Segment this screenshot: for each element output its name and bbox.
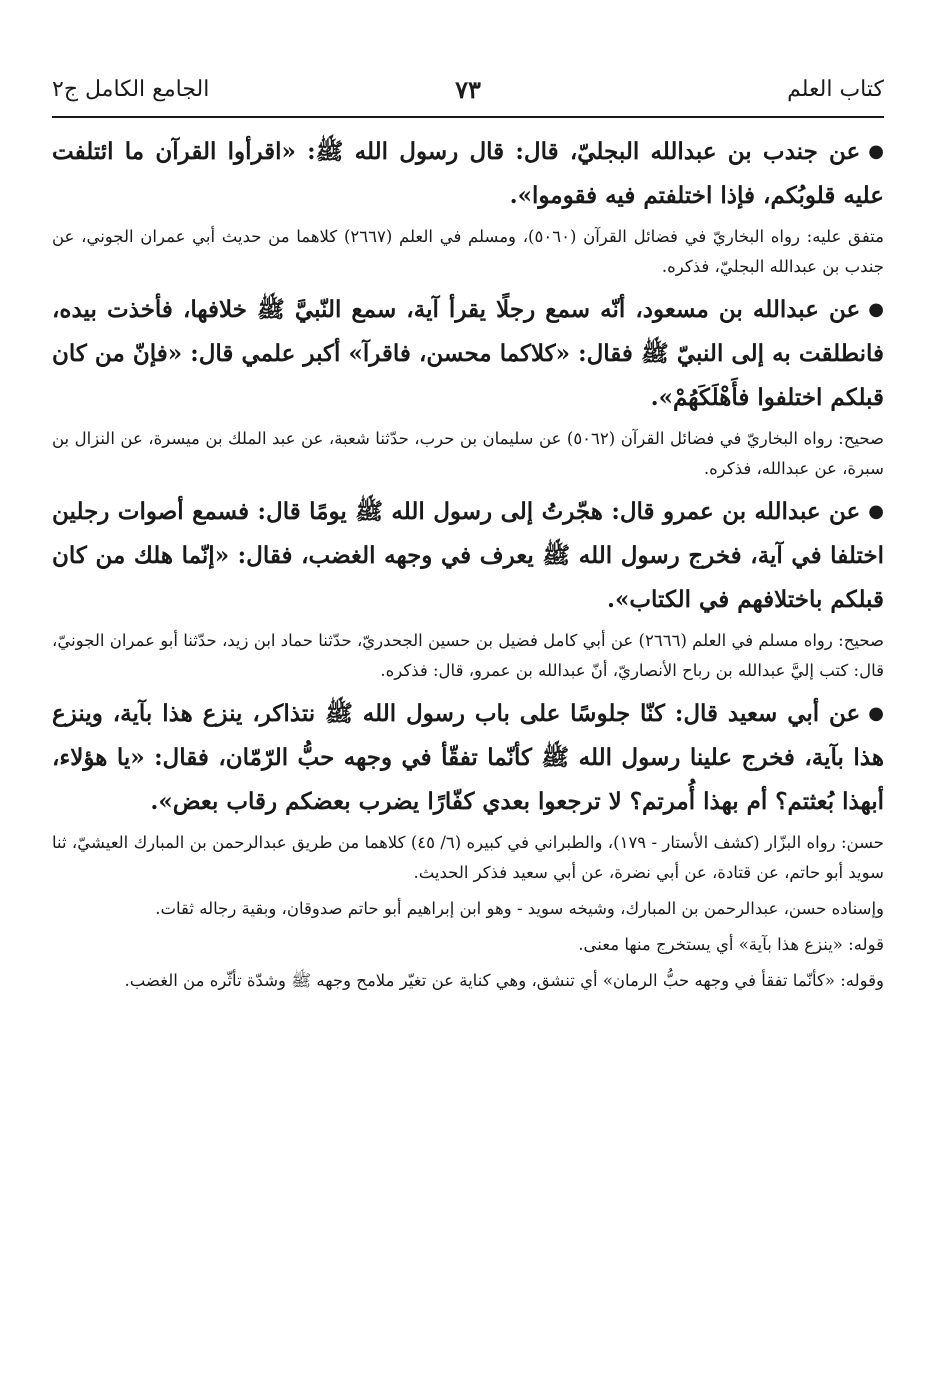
footnote-paragraph: وقوله: «كأنّما تفقأ في وجهه حبُّ الرمان» أي تنشق، وهي كناية عن تغيّر ملامح وجهه ﷺ وشدّة تأثّره من الغضب. bbox=[124, 971, 884, 990]
footnote-paragraph: حسن: رواه البزّار (كشف الأستار - ١٧٩)، والطبراني في كبيره (٦/ ٤٥) كلاهما من طريق عبدالرحمن بن المبارك العيشيّ، ثنا سويد أبو حاتم، عن قتادة، عن أبي نضرة، عن أبي سعيد فذكر الحديث. bbox=[52, 833, 884, 882]
bullet-icon: ● bbox=[868, 703, 884, 724]
hadith-text: عن عبدالله بن عمرو قال: هجّرتُ إلى رسول الله ﷺ يومًا قال: فسمع أصوات رجلين اختلفا في آية، فخرج رسول الله ﷺ يعرف في وجهه الغضب، فقال: «إنّما هلك من كان قبلكم باختلافهم في الكتاب». bbox=[52, 498, 884, 613]
footnote-paragraph: متفق عليه: رواه البخاريّ في فضائل القرآن (٥٠٦٠)، ومسلم في العلم (٢٦٦٧) كلاهما من حديث أبي عمران الجوني، عن جندب بن عبدالله البجليّ، فذكره. bbox=[52, 227, 884, 276]
running-header bbox=[52, 70, 884, 110]
chapter-title: كتاب العلم bbox=[787, 77, 884, 102]
footnote-paragraph: صحيح: رواه البخاريّ في فضائل القرآن (٥٠٦٢) عن سليمان بن حرب، حدّثنا شعبة، عن عبد الملك بن ميسرة، عن النزال بن سبرة، عن عبدالله، فذكره. bbox=[52, 429, 884, 478]
bullet-icon: ● bbox=[868, 501, 884, 522]
hadith-paragraph bbox=[52, 130, 884, 218]
page-number: ٧٣ bbox=[455, 75, 481, 104]
page-body bbox=[52, 130, 884, 1002]
bullet-icon: ● bbox=[868, 141, 884, 162]
footnote-paragraph: وإسناده حسن، عبدالرحمن بن المبارك، وشيخه سويد - وهو ابن إبراهيم أبو حاتم صدوقان، وبقية رجاله ثقات. bbox=[155, 899, 884, 918]
hadith-text: عن أبي سعيد قال: كنّا جلوسًا على باب رسول الله ﷺ نتذاكر، ينزع هذا بآية، وينزع هذا بآية، فخرج علينا رسول الله ﷺ كأنّما تفقّأ في وجهه حبُّ الرّمّان، فقال: «يا هؤلاء، أبهذا بُعثتم؟ أم بهذا أُمرتم؟ لا ترجعوا بعدي كفّارًا يضرب بعضكم رقاب بعض». bbox=[52, 700, 884, 815]
hadith-paragraph bbox=[52, 692, 884, 824]
hadith-text: عن عبدالله بن مسعود، أنّه سمع رجلًا يقرأ آية، سمع النّبيَّ ﷺ خلافها، فأخذت بيده، فانطلقت به إلى النبيّ ﷺ فقال: «كلاكما محسن، فاقرآ» أكبر علمي قال: «فإنّ من كان قبلكم اختلفوا فأَهْلَكَهُمْ». bbox=[52, 296, 884, 411]
hadith-paragraph bbox=[52, 288, 884, 420]
book-title: الجامع الكامل ج٢ bbox=[52, 77, 210, 102]
hadith-text: عن جندب بن عبدالله البجليّ، قال: قال رسول الله ﷺ: «اقرأوا القرآن ما ائتلفت عليه قلوبُكم، فإذا اختلفتم فيه فقوموا». bbox=[52, 138, 884, 209]
bullet-icon: ● bbox=[868, 299, 884, 320]
footnote-paragraph: قوله: «ينزع هذا بآية» أي يستخرج منها معنى. bbox=[578, 935, 884, 954]
hadith-paragraph bbox=[52, 490, 884, 622]
footnote-paragraph: صحيح: رواه مسلم في العلم (٢٦٦٦) عن أبي كامل فضيل بن حسين الجحدريّ، حدّثنا حماد ابن زيد، حدّثنا أبو عمران الجونيّ، قال: كتب إليَّ عبدالله بن رباح الأنصاريّ، أنّ عبدالله بن عمرو، قال: فذكره. bbox=[52, 631, 884, 680]
header-rule bbox=[52, 116, 884, 118]
